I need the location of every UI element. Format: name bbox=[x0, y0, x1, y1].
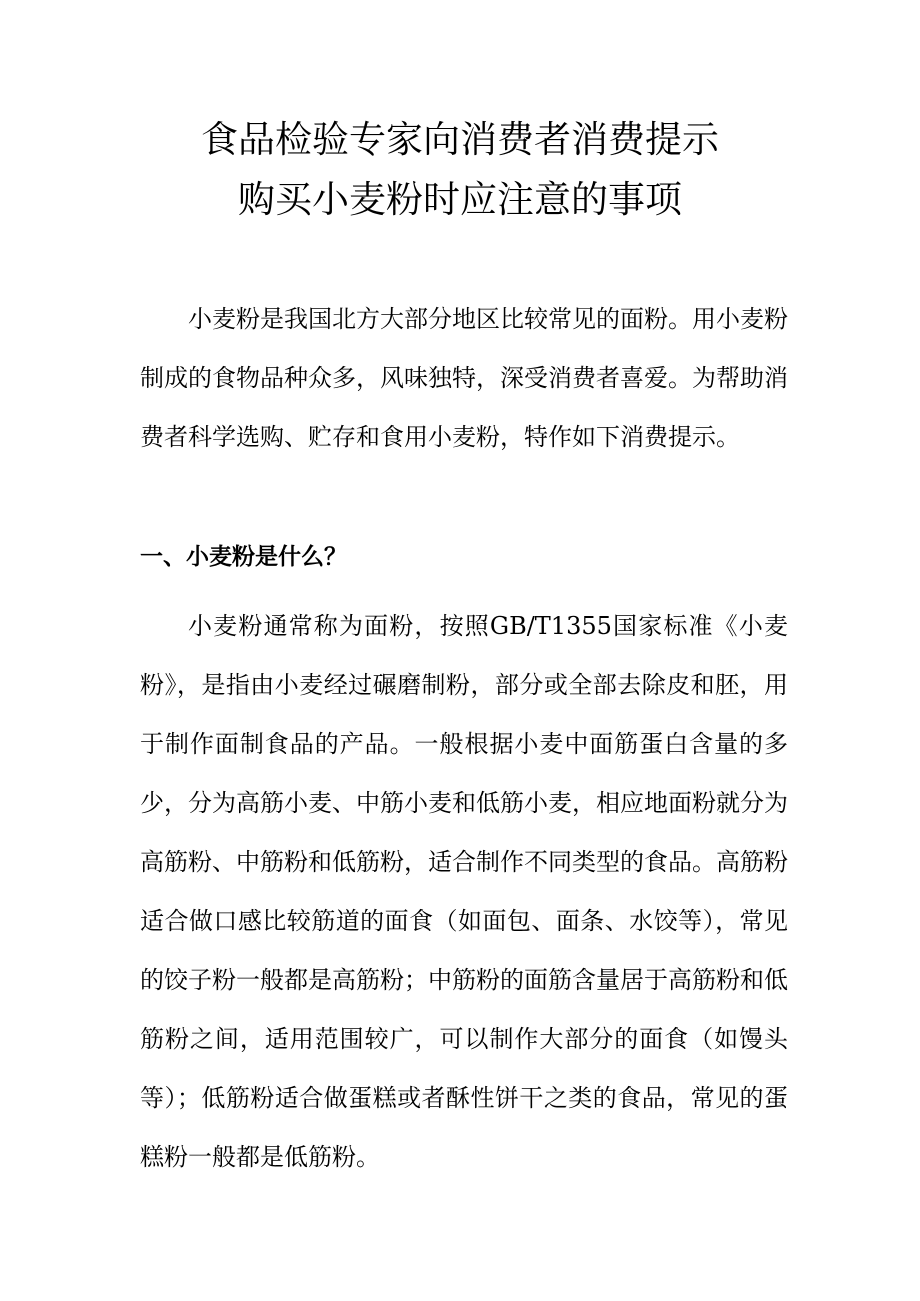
section-1-heading: 一、小麦粉是什么？ bbox=[140, 544, 347, 570]
document-title-line-2: 购买小麦粉时应注意的事项 bbox=[238, 178, 682, 221]
intro-paragraph: 小麦粉是我国北方大部分地区比较常见的面粉。用小麦粉制成的食物品种众多，风味独特，深受消费者喜爱。为帮助消费者科学选购、贮存和食用小麦粉，特作如下消费提示。 bbox=[140, 305, 788, 451]
section-1-paragraph: 小麦粉通常称为面粉，按照GB/T1355国家标准《小麦粉》，是指由小麦经过碾磨制粉，部分或全部去除皮和胚，用于制作面制食品的产品。一般根据小麦中面筋蛋白含量的多少，分为高筋小麦、中筋小麦和低筋小麦，相应地面粉就分为高筋粉、中筋粉和低筋粉，适合制作不同类型的食品。高筋粉适合做口感比较筋道的面食（如面包、面条、水饺等），常见的饺子粉一般都是高筋粉；中筋粉的面筋含量居于高筋粉和低筋粉之间，适用范围较广，可以制作大部分的面食（如馒头等）；低筋粉适合做蛋糕或者酥性饼干之类的食品，常见的蛋糕粉一般都是低筋粉。 bbox=[140, 612, 788, 1171]
document-title-line-1: 食品检验专家向消费者消费提示 bbox=[201, 118, 719, 161]
